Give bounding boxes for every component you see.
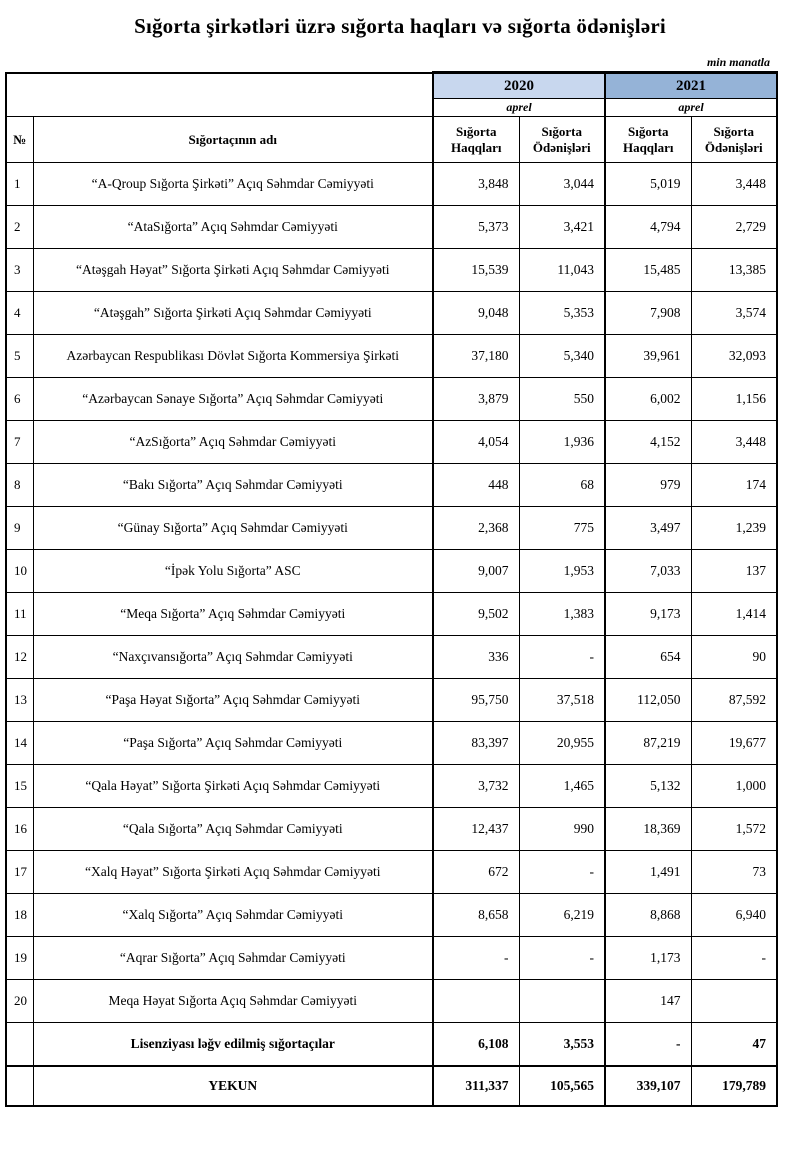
page-title: Sığorta şirkətləri üzrə sığorta haqları və sığorta ödənişləri — [134, 14, 666, 38]
payments-2020-value: 68 — [519, 464, 605, 507]
table-row — [6, 851, 777, 894]
payments-2021-value: 32,093 — [691, 335, 777, 378]
premiums-2020-value: 15,539 — [433, 249, 519, 292]
payments-2021-value: 1,414 — [691, 593, 777, 636]
row-number: 5 — [6, 335, 33, 378]
premiums-2021-value: 8,868 — [605, 894, 691, 937]
year-2020-header: 2020 — [433, 73, 605, 99]
payments-2020-value: 6,219 — [519, 894, 605, 937]
blank-header-cell — [6, 73, 433, 117]
premiums-2020-value: 448 — [433, 464, 519, 507]
premiums-2021-value: 1,173 — [605, 937, 691, 980]
table-row — [6, 378, 777, 421]
insurer-name: “Bakı Sığorta” Açıq Səhmdar Cəmiyyəti — [33, 464, 433, 507]
insurer-name: “Xalq Sığorta” Açıq Səhmdar Cəmiyyəti — [33, 894, 433, 937]
premiums-2021-value: 112,050 — [605, 679, 691, 722]
row-number: 3 — [6, 249, 33, 292]
row-number: 8 — [6, 464, 33, 507]
summary-row — [6, 1066, 777, 1106]
row-number: 15 — [6, 765, 33, 808]
premiums-2021-value: 4,152 — [605, 421, 691, 464]
row-number — [6, 1023, 33, 1066]
premiums-2021-value: 339,107 — [605, 1066, 691, 1106]
year-header-row — [6, 73, 777, 99]
insurer-name: “AtaSığorta” Açıq Səhmdar Cəmiyyəti — [33, 206, 433, 249]
row-number: 19 — [6, 937, 33, 980]
premiums-2020-value: - — [433, 937, 519, 980]
payments-2021-value: 3,574 — [691, 292, 777, 335]
payments-2021-value: 1,156 — [691, 378, 777, 421]
table-row — [6, 636, 777, 679]
insurer-name: Lisenziyası ləğv edilmiş sığortaçılar — [33, 1023, 433, 1066]
premiums-2020-value: 12,437 — [433, 808, 519, 851]
payments-2021-value — [691, 980, 777, 1023]
payments-2021-value: - — [691, 937, 777, 980]
col-header-name: Sığortaçının adı — [33, 117, 433, 163]
payments-2021-value: 174 — [691, 464, 777, 507]
premiums-2020-value: 9,502 — [433, 593, 519, 636]
payments-2020-value: - — [519, 851, 605, 894]
table-row — [6, 679, 777, 722]
row-number: 17 — [6, 851, 33, 894]
payments-2021-value: 3,448 — [691, 163, 777, 206]
payments-2021-value: 1,239 — [691, 507, 777, 550]
premiums-2020-value: 37,180 — [433, 335, 519, 378]
payments-2020-value: 3,421 — [519, 206, 605, 249]
row-number: 10 — [6, 550, 33, 593]
payments-2020-value: 775 — [519, 507, 605, 550]
payments-2020-value: - — [519, 636, 605, 679]
payments-2020-value: 5,353 — [519, 292, 605, 335]
table-row — [6, 894, 777, 937]
payments-2020-value — [519, 980, 605, 1023]
payments-2020-value: 3,553 — [519, 1023, 605, 1066]
column-header-row — [6, 117, 777, 163]
col-header-payments-2021: Sığorta Ödənişləri — [691, 117, 777, 163]
table-row — [6, 335, 777, 378]
premiums-2021-value: 39,961 — [605, 335, 691, 378]
premiums-2021-value: 87,219 — [605, 722, 691, 765]
table-row — [6, 249, 777, 292]
premiums-2020-value: 3,732 — [433, 765, 519, 808]
table-body — [6, 163, 777, 1106]
col-header-premiums-2020: Sığorta Haqqları — [433, 117, 519, 163]
table-row — [6, 206, 777, 249]
year-2021-header: 2021 — [605, 73, 777, 99]
payments-2020-value: 20,955 — [519, 722, 605, 765]
insurer-name: “A-Qroup Sığorta Şirkəti” Açıq Səhmdar Cəmiyyəti — [33, 163, 433, 206]
payments-2021-value: 47 — [691, 1023, 777, 1066]
row-number: 2 — [6, 206, 33, 249]
payments-2020-value: 105,565 — [519, 1066, 605, 1106]
insurer-name: YEKUN — [33, 1066, 433, 1106]
payments-2020-value: 1,383 — [519, 593, 605, 636]
premiums-2020-value: 83,397 — [433, 722, 519, 765]
premiums-2021-value: 5,019 — [605, 163, 691, 206]
row-number: 7 — [6, 421, 33, 464]
premiums-2021-value: 3,497 — [605, 507, 691, 550]
table-row — [6, 765, 777, 808]
premiums-2020-value: 336 — [433, 636, 519, 679]
premiums-2021-value: 18,369 — [605, 808, 691, 851]
insurer-name: “Atəşgah Həyat” Sığorta Şirkəti Açıq Səhmdar Cəmiyyəti — [33, 249, 433, 292]
payments-2021-value: 6,940 — [691, 894, 777, 937]
table-row — [6, 980, 777, 1023]
row-number: 11 — [6, 593, 33, 636]
premiums-2020-value: 672 — [433, 851, 519, 894]
payments-2020-value: 37,518 — [519, 679, 605, 722]
table-row — [6, 421, 777, 464]
table-row — [6, 292, 777, 335]
insurer-name: “Qala Sığorta” Açıq Səhmdar Cəmiyyəti — [33, 808, 433, 851]
payments-2021-value: 90 — [691, 636, 777, 679]
unit-note: min manatla — [706, 55, 770, 69]
premiums-2020-value: 95,750 — [433, 679, 519, 722]
premiums-2020-value: 311,337 — [433, 1066, 519, 1106]
insurer-name: “Paşa Həyat Sığorta” Açıq Səhmdar Cəmiyyəti — [33, 679, 433, 722]
col-header-premiums-2021: Sığorta Haqqları — [605, 117, 691, 163]
premiums-2021-value: 9,173 — [605, 593, 691, 636]
premiums-2021-value: 6,002 — [605, 378, 691, 421]
premiums-2020-value: 3,879 — [433, 378, 519, 421]
insurer-name: “Azərbaycan Sənaye Sığorta” Açıq Səhmdar Cəmiyyəti — [33, 378, 433, 421]
insurer-name: “Aqrar Sığorta” Açıq Səhmdar Cəmiyyəti — [33, 937, 433, 980]
premiums-2021-value: 654 — [605, 636, 691, 679]
payments-2020-value: 550 — [519, 378, 605, 421]
insurer-name: “AzSığorta” Açıq Səhmdar Cəmiyyəti — [33, 421, 433, 464]
insurer-name: “Xalq Həyat” Sığorta Şirkəti Açıq Səhmdar Cəmiyyəti — [33, 851, 433, 894]
payments-2020-value: 990 — [519, 808, 605, 851]
premiums-2020-value: 2,368 — [433, 507, 519, 550]
col-header-payments-2020: Sığorta Ödənişləri — [519, 117, 605, 163]
premiums-2020-value: 9,048 — [433, 292, 519, 335]
insurer-name: Meqa Həyat Sığorta Açıq Səhmdar Cəmiyyəti — [33, 980, 433, 1023]
col-header-no: № — [6, 117, 33, 163]
payments-2021-value: 1,000 — [691, 765, 777, 808]
table-row — [6, 593, 777, 636]
insurer-name: Azərbaycan Respublikası Dövlət Sığorta Kommersiya Şirkəti — [33, 335, 433, 378]
payments-2021-value: 73 — [691, 851, 777, 894]
premiums-2021-value: 7,908 — [605, 292, 691, 335]
payments-2021-value: 179,789 — [691, 1066, 777, 1106]
insurer-name: “Paşa Sığorta” Açıq Səhmdar Cəmiyyəti — [33, 722, 433, 765]
row-number: 20 — [6, 980, 33, 1023]
row-number: 4 — [6, 292, 33, 335]
table-row — [6, 550, 777, 593]
insurer-name: “Günay Sığorta” Açıq Səhmdar Cəmiyyəti — [33, 507, 433, 550]
table-row — [6, 464, 777, 507]
payments-2021-value: 87,592 — [691, 679, 777, 722]
payments-2020-value: 1,936 — [519, 421, 605, 464]
premiums-2021-value: 979 — [605, 464, 691, 507]
row-number: 12 — [6, 636, 33, 679]
premiums-2020-value: 5,373 — [433, 206, 519, 249]
insurer-name: “Meqa Sığorta” Açıq Səhmdar Cəmiyyəti — [33, 593, 433, 636]
table-row — [6, 937, 777, 980]
premiums-2020-value: 6,108 — [433, 1023, 519, 1066]
premiums-2021-value: 15,485 — [605, 249, 691, 292]
insurer-name: “İpək Yolu Sığorta” ASC — [33, 550, 433, 593]
payments-2020-value: 11,043 — [519, 249, 605, 292]
table-row — [6, 163, 777, 206]
payments-2021-value: 3,448 — [691, 421, 777, 464]
premiums-2020-value: 4,054 — [433, 421, 519, 464]
row-number — [6, 1066, 33, 1106]
premiums-2021-value: - — [605, 1023, 691, 1066]
payments-2021-value: 19,677 — [691, 722, 777, 765]
premiums-2021-value: 1,491 — [605, 851, 691, 894]
payments-2020-value: 3,044 — [519, 163, 605, 206]
premiums-2021-value: 5,132 — [605, 765, 691, 808]
row-number: 18 — [6, 894, 33, 937]
summary-row — [6, 1023, 777, 1066]
payments-2021-value: 137 — [691, 550, 777, 593]
premiums-2020-value: 9,007 — [433, 550, 519, 593]
insurer-name: “Atəşgah” Sığorta Şirkəti Açıq Səhmdar Cəmiyyəti — [33, 292, 433, 335]
row-number: 14 — [6, 722, 33, 765]
table-row — [6, 808, 777, 851]
row-number: 13 — [6, 679, 33, 722]
payments-2020-value: - — [519, 937, 605, 980]
row-number: 1 — [6, 163, 33, 206]
insurance-table — [5, 71, 778, 1107]
payments-2021-value: 2,729 — [691, 206, 777, 249]
table-row — [6, 722, 777, 765]
payments-2020-value: 1,465 — [519, 765, 605, 808]
premiums-2021-value: 4,794 — [605, 206, 691, 249]
row-number: 9 — [6, 507, 33, 550]
insurer-name: “Qala Həyat” Sığorta Şirkəti Açıq Səhmdar Cəmiyyəti — [33, 765, 433, 808]
insurer-name: “Naxçıvansığorta” Açıq Səhmdar Cəmiyyəti — [33, 636, 433, 679]
premiums-2021-value: 147 — [605, 980, 691, 1023]
premiums-2020-value — [433, 980, 519, 1023]
premiums-2021-value: 7,033 — [605, 550, 691, 593]
table-row — [6, 507, 777, 550]
month-2021-label: aprel — [605, 99, 777, 117]
payments-2020-value: 1,953 — [519, 550, 605, 593]
premiums-2020-value: 3,848 — [433, 163, 519, 206]
row-number: 16 — [6, 808, 33, 851]
payments-2020-value: 5,340 — [519, 335, 605, 378]
payments-2021-value: 13,385 — [691, 249, 777, 292]
payments-2021-value: 1,572 — [691, 808, 777, 851]
row-number: 6 — [6, 378, 33, 421]
premiums-2020-value: 8,658 — [433, 894, 519, 937]
month-2020-label: aprel — [433, 99, 605, 117]
